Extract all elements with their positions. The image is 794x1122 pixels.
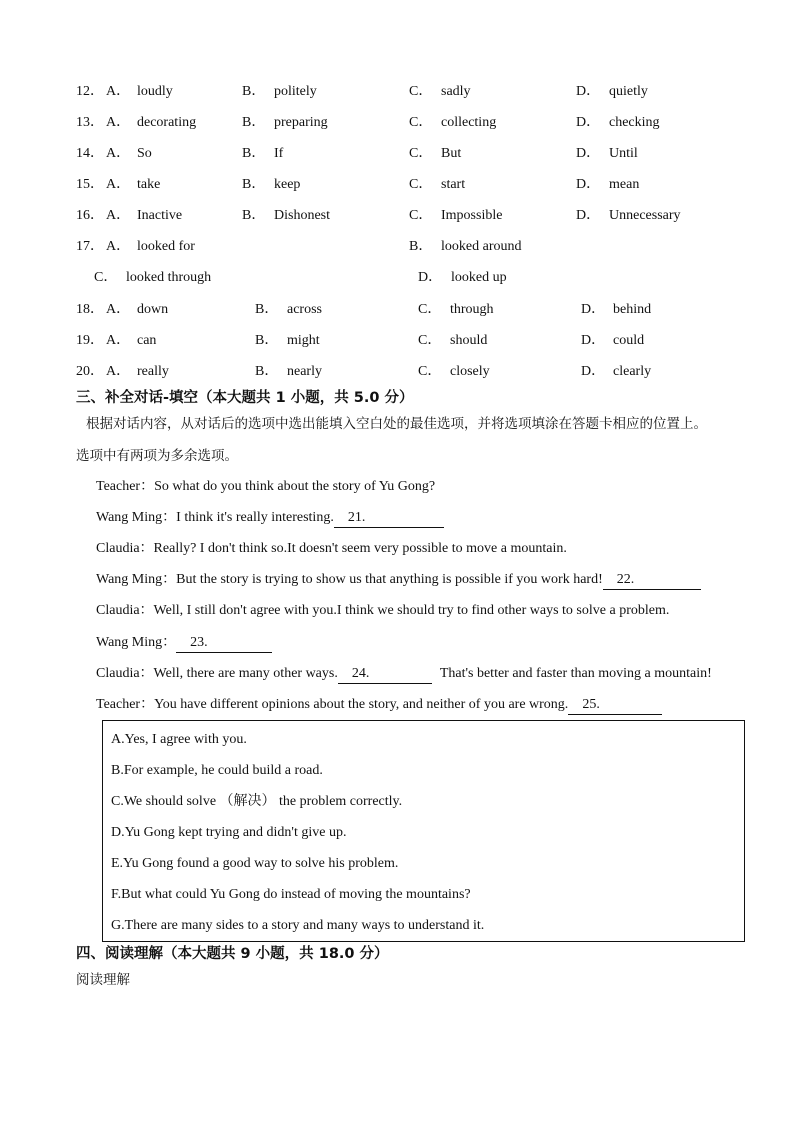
option-letter: A． [106, 177, 131, 192]
answer-option: F.But what could Yu Gong do instead of moving the mountains? [111, 887, 471, 902]
answer-blank[interactable]: 21. [334, 509, 444, 528]
colon: ： [140, 479, 155, 494]
option-d: could [613, 333, 645, 348]
option-d: mean [609, 177, 640, 192]
utterance: But the story is trying to show us that anything is possible if you work hard! [176, 572, 603, 587]
option-c: start [441, 177, 466, 192]
utterance: So what do you think about the story of Yu Gong? [154, 479, 436, 494]
answer-option: C.We should solve （解决） the problem correctly. [111, 794, 403, 809]
option-b: Dishonest [274, 208, 330, 223]
option-letter: D． [418, 270, 443, 285]
option-letter: C． [409, 177, 433, 192]
utterance: Well, I still don't agree with you.I think we should try to find other ways to solve a problem. [153, 603, 670, 618]
answer-blank[interactable]: 25. [568, 696, 662, 715]
option-a: decorating [137, 115, 197, 130]
colon: ： [162, 510, 177, 525]
option-a: looked for [137, 239, 195, 254]
option-letter: D． [576, 115, 601, 130]
option-d: behind [613, 302, 652, 317]
option-letter: B． [242, 208, 266, 223]
answer-option: E.Yu Gong found a good way to solve his problem. [111, 856, 399, 871]
question-number: 13． [76, 115, 104, 130]
colon: ： [139, 603, 154, 618]
option-letter: D． [581, 364, 606, 379]
question-number: 20． [76, 364, 104, 379]
colon: ： [162, 572, 177, 587]
colon: ： [139, 541, 154, 556]
option-c: should [450, 333, 488, 348]
option-letter: C． [409, 115, 433, 130]
speaker: Claudia [96, 603, 140, 618]
speaker: Wang Ming [96, 635, 163, 650]
question-number: 16． [76, 208, 104, 223]
option-a: down [137, 302, 169, 317]
option-letter: A． [106, 364, 131, 379]
option-letter: A． [106, 115, 131, 130]
option-a: Inactive [137, 208, 183, 223]
option-letter: D． [576, 177, 601, 192]
option-letter: A． [106, 84, 131, 99]
option-letter: B． [242, 115, 266, 130]
option-d: looked up [451, 270, 507, 285]
option-letter: A． [106, 239, 131, 254]
option-letter: B． [242, 146, 266, 161]
option-c: closely [450, 364, 490, 379]
answer-option: D.Yu Gong kept trying and didn't give up. [111, 825, 347, 840]
speaker: Teacher [96, 697, 141, 712]
option-letter: D． [576, 84, 601, 99]
dialogue-line [96, 664, 712, 684]
colon: ： [139, 666, 154, 681]
dialogue-line [96, 508, 444, 528]
option-d: Unnecessary [609, 208, 681, 223]
question-number: 15． [76, 177, 104, 192]
option-letter: B． [255, 364, 279, 379]
option-a: really [137, 364, 169, 379]
option-b: across [287, 302, 322, 317]
utterance: You have different opinions about the story, and neither of you are wrong. [154, 697, 569, 712]
dialogue-line [96, 477, 435, 497]
utterance: Well, there are many other ways. [153, 666, 338, 681]
option-a: So [137, 146, 152, 161]
question-number: 18． [76, 302, 104, 317]
answer-option: A.Yes, I agree with you. [111, 732, 247, 747]
option-letter: A． [106, 302, 131, 317]
option-d: Until [609, 146, 638, 161]
option-b: politely [274, 84, 317, 99]
option-letter: C． [409, 146, 433, 161]
speaker: Wang Ming [96, 510, 163, 525]
option-c: collecting [441, 115, 497, 130]
question-number: 14． [76, 146, 104, 161]
option-d: quietly [609, 84, 648, 99]
answer-option: B.For example, he could build a road. [111, 763, 323, 778]
speaker: Wang Ming [96, 572, 163, 587]
speaker: Claudia [96, 541, 140, 556]
option-b: preparing [274, 115, 328, 130]
option-b: nearly [287, 364, 322, 379]
instruction-text: 根据对话内容，从对话后的选项中选出能填入空白处的最佳选项，并将选项填涂在答题卡相应的位置上。 [86, 416, 707, 432]
option-letter: C． [94, 270, 118, 285]
option-letter: C． [418, 333, 442, 348]
speaker: Teacher [96, 479, 141, 494]
section-heading: 四、阅读理解（本大题共 9 小题，共 18.0 分） [76, 946, 389, 962]
dialogue-line [96, 539, 567, 559]
option-letter: C． [418, 302, 442, 317]
option-letter: C． [418, 364, 442, 379]
option-c: sadly [441, 84, 471, 99]
option-d: clearly [613, 364, 652, 379]
question-number: 17． [76, 239, 104, 254]
option-d: checking [609, 115, 660, 130]
option-letter: B． [242, 177, 266, 192]
answer-blank[interactable]: 24. [338, 665, 432, 684]
option-b: If [274, 146, 284, 161]
colon: ： [162, 635, 177, 650]
answer-option: G.There are many sides to a story and many ways to understand it. [111, 918, 485, 933]
speaker: Claudia [96, 666, 140, 681]
dialogue-line [96, 695, 662, 715]
option-a: take [137, 177, 161, 192]
option-letter: B． [255, 333, 279, 348]
section-subtitle: 阅读理解 [76, 972, 130, 988]
option-c: But [441, 146, 462, 161]
option-letter: B． [242, 84, 266, 99]
question-number: 12． [76, 84, 104, 99]
option-letter: C． [409, 84, 433, 99]
answer-blank[interactable]: 22. [603, 571, 701, 590]
instruction-text: 选项中有两项为多余选项。 [76, 448, 238, 464]
option-letter: B． [409, 239, 433, 254]
utterance: That's better and faster than moving a mountain! [439, 666, 712, 681]
option-letter: B． [255, 302, 279, 317]
option-letter: D． [581, 302, 606, 317]
option-letter: A． [106, 146, 131, 161]
utterance: Really? I don't think so.It doesn't seem very possible to move a mountain. [153, 541, 567, 556]
option-a: can [137, 333, 157, 348]
option-c: looked through [126, 270, 212, 285]
option-c: Impossible [441, 208, 503, 223]
answer-blank[interactable]: 23. [176, 634, 272, 653]
option-letter: D． [576, 208, 601, 223]
options-box [102, 720, 745, 942]
option-letter: C． [409, 208, 433, 223]
option-letter: D． [576, 146, 601, 161]
utterance: I think it's really interesting. [176, 510, 334, 525]
option-b: looked around [441, 239, 522, 254]
dialogue-line [96, 570, 701, 590]
option-letter: A． [106, 208, 131, 223]
colon: ： [140, 697, 155, 712]
option-a: loudly [137, 84, 173, 99]
option-b: might [287, 333, 320, 348]
dialogue-line [96, 633, 272, 653]
dialogue-line [96, 601, 669, 621]
option-c: through [450, 302, 494, 317]
option-letter: D． [581, 333, 606, 348]
question-number: 19． [76, 333, 104, 348]
option-letter: A． [106, 333, 131, 348]
option-b: keep [274, 177, 301, 192]
section-heading: 三、补全对话-填空（本大题共 1 小题，共 5.0 分） [76, 390, 414, 406]
